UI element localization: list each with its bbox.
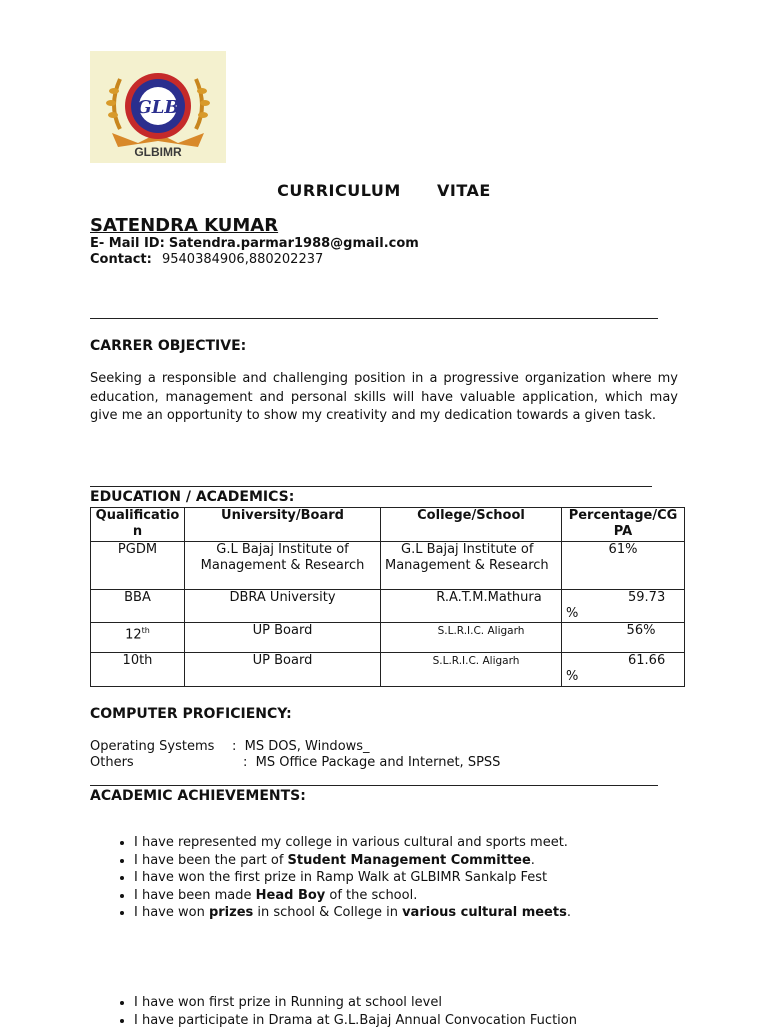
- column-header-percentage: Percentage/CGPA: [562, 508, 685, 542]
- cell-university: G.L Bajaj Institute of Management & Research: [185, 542, 381, 590]
- list-item-text: of the school.: [325, 888, 417, 903]
- cell-college: S.L.R.I.C. Aligarh: [381, 653, 562, 687]
- divider: [90, 486, 652, 487]
- cell-college: G.L Bajaj Institute of Management & Research: [381, 542, 562, 590]
- others-value: MS Office Package and Internet, SPSS: [256, 755, 501, 770]
- table-row: [91, 542, 685, 590]
- list-item-text: I have participate in Drama at G.L.Bajaj Annual Convocation Fuction: [134, 1013, 577, 1028]
- cell-percentage: 59.73 %: [562, 590, 685, 623]
- list-item: [134, 852, 571, 870]
- cell-qualification: 10th: [91, 653, 185, 687]
- glbimr-logo: [90, 51, 226, 163]
- cell-percentage: 56%: [562, 623, 685, 653]
- column-header-college: College/School: [381, 508, 562, 542]
- table-row: [91, 623, 685, 653]
- education-heading: EDUCATION / ACADEMICS:: [90, 489, 294, 505]
- contact-value: 9540384906,880202237: [162, 252, 323, 267]
- os-value-wrap: : MS DOS, Windows_: [232, 739, 370, 754]
- list-item-text: in school & College in: [253, 905, 402, 920]
- objective-heading: CARRER OBJECTIVE:: [90, 338, 246, 354]
- list-item-bold: Head Boy: [256, 888, 326, 903]
- cell-percentage: 61.66 %: [562, 653, 685, 687]
- column-header-university: University/Board: [185, 508, 381, 542]
- others-value-wrap: : MS Office Package and Internet, SPSS: [243, 755, 500, 770]
- table-row: [91, 653, 685, 687]
- cell-university: DBRA University: [185, 590, 381, 623]
- divider: [90, 785, 658, 786]
- list-item: [134, 904, 571, 922]
- computer-heading: COMPUTER PROFICIENCY:: [90, 706, 292, 722]
- list-item: [134, 1012, 577, 1029]
- document-title: CURRICULUM VITAE: [0, 181, 768, 200]
- list-item: [134, 887, 571, 905]
- os-value: MS DOS, Windows_: [245, 739, 370, 754]
- os-label: Operating Systems: [90, 739, 214, 754]
- cell-college: R.A.T.M.Mathura: [381, 590, 562, 623]
- education-table: [90, 507, 685, 687]
- contact-label: Contact:: [90, 252, 152, 267]
- list-item-text: I have represented my college in various cultural and sports meet.: [134, 835, 568, 850]
- email-value: Satendra.parmar1988@gmail.com: [169, 236, 419, 251]
- cell-qualification: PGDM: [91, 542, 185, 590]
- divider: [90, 318, 658, 319]
- table-header-row: [91, 508, 685, 542]
- list-item: [134, 869, 571, 887]
- contact-line: [90, 252, 323, 267]
- cell-college: S.L.R.I.C. Aligarh: [381, 623, 562, 653]
- list-item-bold: prizes: [209, 905, 253, 920]
- objective-text: Seeking a responsible and challenging position in a progressive organization where my education, management and personal skills will have valuable application, which may give me an opportunity to show my creativity and my dedication towards a given task.: [90, 370, 678, 426]
- list-item-text: I have won the first prize in Ramp Walk at GLBIMR Sankalp Fest: [134, 870, 547, 885]
- achievements-heading: ACADEMIC ACHIEVEMENTS:: [90, 788, 306, 804]
- cell-university: UP Board: [185, 653, 381, 687]
- column-header-qualification: Qualification: [91, 508, 185, 542]
- achievements-list: [108, 834, 571, 922]
- email-label: E- Mail ID:: [90, 236, 165, 251]
- list-item-text: .: [531, 853, 535, 868]
- list-item-bold: Student Management Committee: [288, 853, 531, 868]
- qualification-ordinal: th: [142, 626, 150, 635]
- list-item: [134, 834, 571, 852]
- list-item-text: .: [567, 905, 571, 920]
- list-item-bold: various cultural meets: [402, 905, 567, 920]
- qualification-number: 12: [125, 627, 142, 642]
- others-label: Others: [90, 755, 134, 770]
- cell-qualification: BBA: [91, 590, 185, 623]
- os-row: [90, 739, 214, 754]
- list-item-text: I have been made: [134, 888, 256, 903]
- list-item-text: I have been the part of: [134, 853, 288, 868]
- cell-qualification: [91, 623, 185, 653]
- logo-text: GLBIMR: [90, 145, 226, 159]
- cell-percentage: 61%: [562, 542, 685, 590]
- table-row: [91, 590, 685, 623]
- candidate-name: SATENDRA KUMAR: [90, 215, 278, 236]
- cell-university: UP Board: [185, 623, 381, 653]
- list-item-text: I have won: [134, 905, 209, 920]
- svg-text:GLB: GLB: [136, 97, 179, 118]
- list-item: [134, 994, 577, 1012]
- list-item-text: I have won first prize in Running at school level: [134, 995, 442, 1010]
- email-line: [90, 236, 419, 251]
